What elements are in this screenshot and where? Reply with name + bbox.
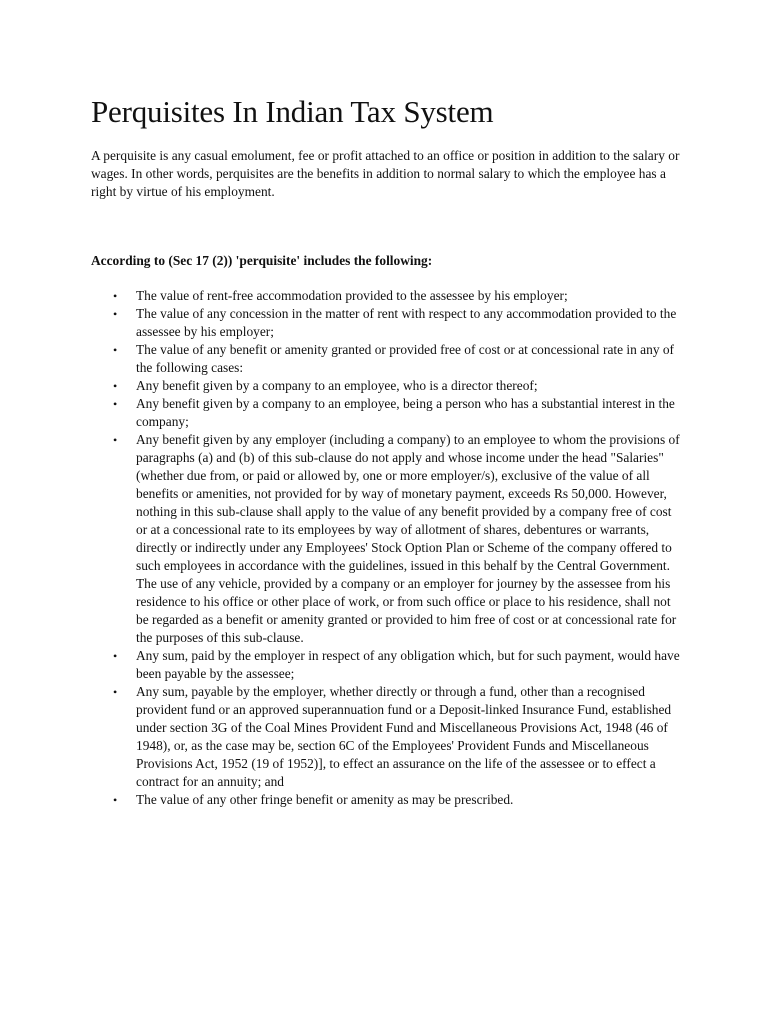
list-item-text: Any benefit given by any employer (including a company) to an employee to whom the provisions of paragraphs (a) and (b) of this sub-clause do not apply and whose income under the head "Salaries" (whether due from, or paid or allowed by, one or more employer/s), exclusive of the value of all benefits or amenities, not provided for by way of monetary payment, exceeds Rs 50,000. However, nothing in this sub-clause shall apply to the value of any benefit provided by a company free of cost or at a concessional rate to its employees by way of allotment of shares, debentures or warrants, directly or indirectly under any Employees' Stock Option Plan or Scheme of the company offered to such employees in accordance with the guidelines, issued in this behalf by the Central Government. The use of any vehicle, provided by a company or an employer for journey by the assessee from his residence to his office or other place of work, or from such office or place to his residence, shall not be regarded as a benefit or amenity granted or provided to him free of cost or at concessional rate for the purposes of this sub-clause. <box>136 432 680 645</box>
intro-paragraph: A perquisite is any casual emolument, fee or profit attached to an office or position in addition to the salary or wages. In other words, perquisites are the benefits in addition to normal salary to which the employee has a right by virtue of his employment. <box>91 148 680 199</box>
list-item-text: Any benefit given by a company to an employee, who is a director thereof; <box>136 378 538 393</box>
bullet-icon: • <box>113 793 118 807</box>
document-title: Perquisites In Indian Tax System <box>91 94 494 129</box>
list-item <box>91 791 683 809</box>
list-item <box>91 377 683 395</box>
list-item-text: Any sum, payable by the employer, whether directly or through a fund, other than a recognised provident fund or an approved superannuation fund or a Deposit-linked Insurance Fund, established under section 3G of the Coal Mines Provident Fund and Miscellaneous Provisions Act, 1948 (46 of 1948), or, as the case may be, section 6C of the Employees' Provident Funds and Miscellaneous Provisions Act, 1952 (19 of 1952)], to effect an assurance on the life of the assessee or to effect a contract for an annuity; and <box>136 684 672 789</box>
list-item <box>91 647 683 683</box>
bullet-icon: • <box>113 307 118 321</box>
list-item-text: Any sum, paid by the employer in respect of any obligation which, but for such payment, would have been payable by the assessee; <box>136 648 680 681</box>
list-item <box>91 431 683 647</box>
bullet-icon: • <box>113 289 118 303</box>
list-item-text: The value of any other fringe benefit or amenity as may be prescribed. <box>136 792 514 807</box>
bullet-icon: • <box>113 433 118 447</box>
list-item <box>91 287 683 305</box>
bullet-icon: • <box>113 379 118 393</box>
bullet-icon: • <box>113 685 118 699</box>
bullet-icon: • <box>113 343 118 357</box>
list-item <box>91 341 683 377</box>
list-item-text: The value of rent-free accommodation provided to the assessee by his employer; <box>136 288 568 303</box>
perquisite-list <box>91 287 683 809</box>
list-item-text: The value of any benefit or amenity granted or provided free of cost or at concessional rate in any of the following cases: <box>136 342 675 375</box>
list-item-text: The value of any concession in the matter of rent with respect to any accommodation provided to the assessee by his employer; <box>136 306 677 339</box>
bullet-icon: • <box>113 397 118 411</box>
list-item <box>91 395 683 431</box>
list-item <box>91 683 683 791</box>
list-item-text: Any benefit given by a company to an employee, being a person who has a substantial interest in the company; <box>136 396 675 429</box>
section-heading: According to (Sec 17 (2)) 'perquisite' includes the following: <box>91 253 433 268</box>
bullet-icon: • <box>113 649 118 663</box>
list-item <box>91 305 683 341</box>
